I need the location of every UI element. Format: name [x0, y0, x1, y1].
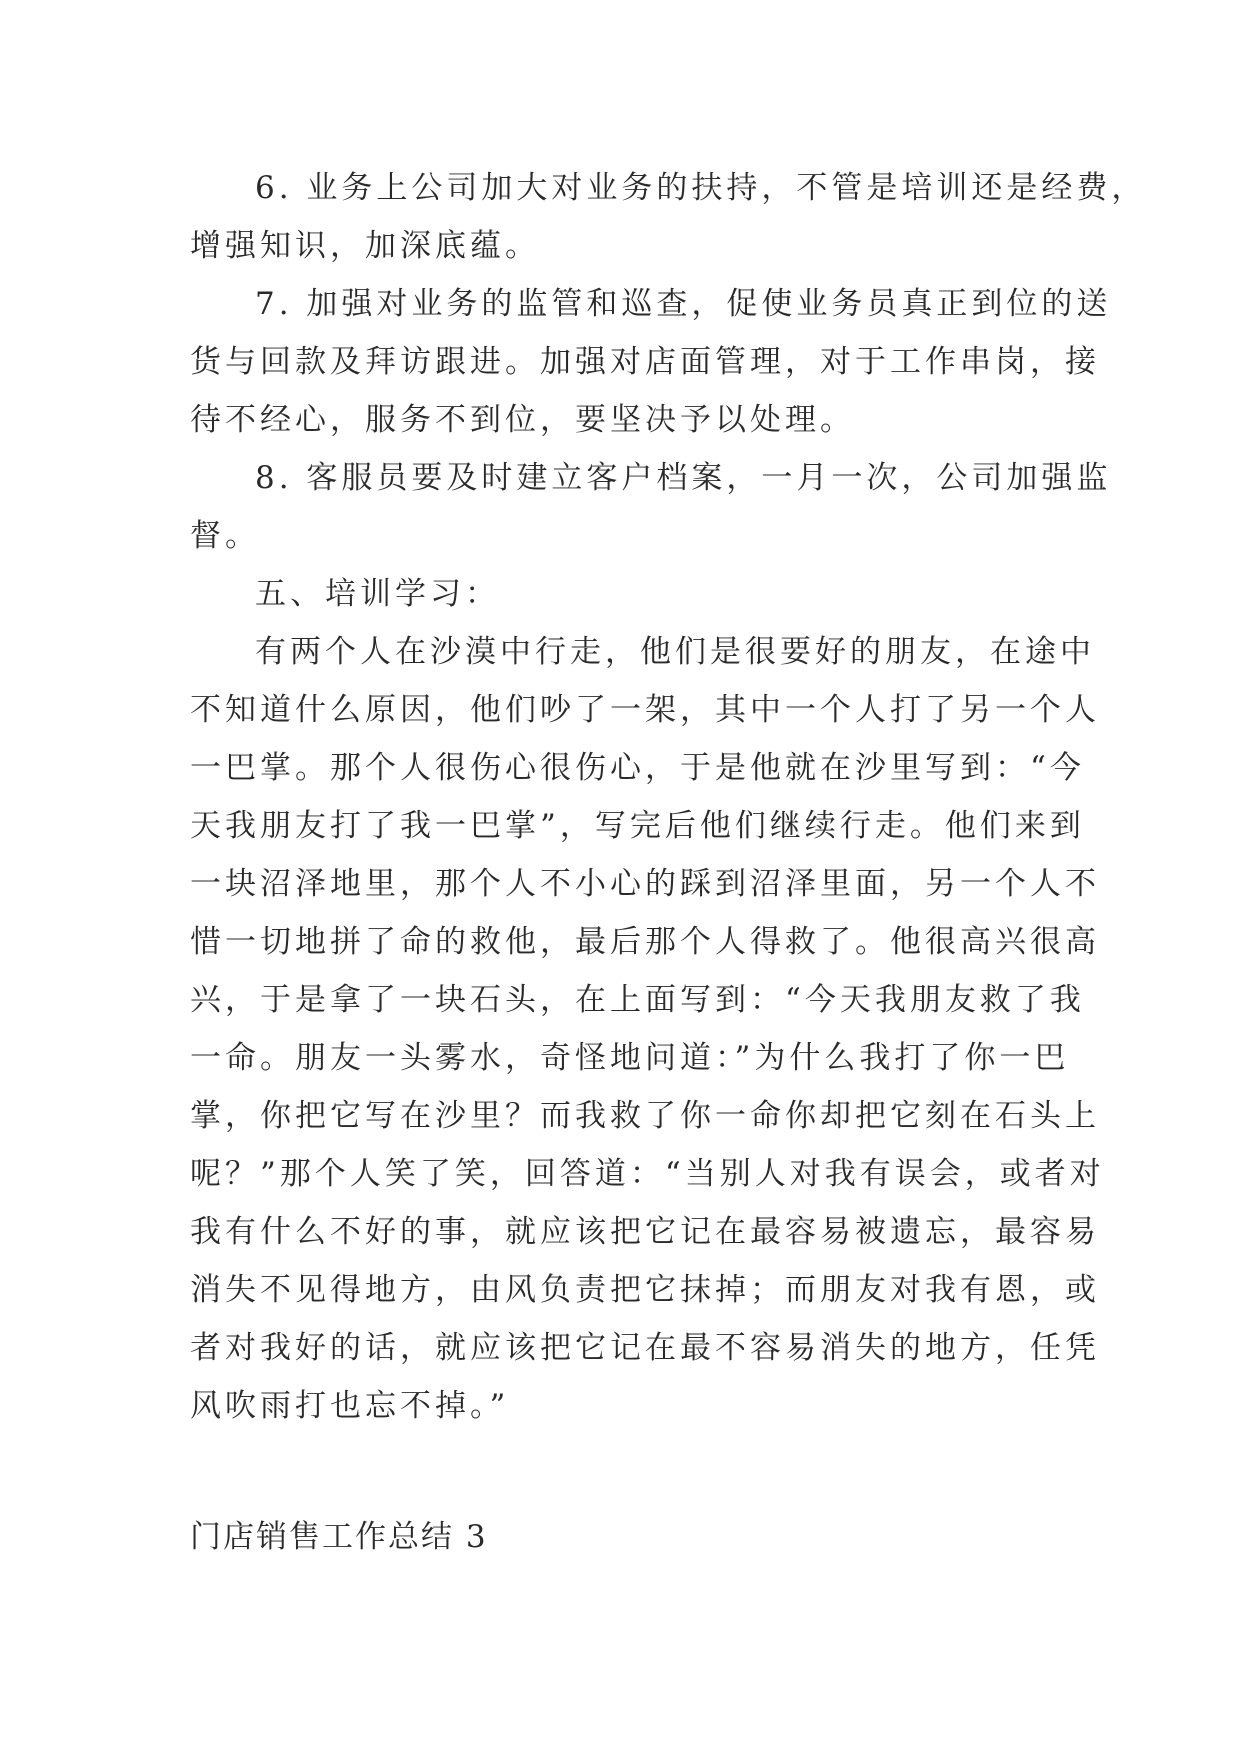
paragraph-line: 增强知识，加深底蕴。: [190, 228, 540, 264]
paragraph-line: 者对我好的话，就应该把它记在最不容易消失的地方，任凭: [190, 1330, 1100, 1366]
paragraph-line: 一巴掌。那个人很伤心很伤心，于是他就在沙里写到：“今: [190, 750, 1085, 786]
paragraph-line: 呢？”那个人笑了笑，回答道：“当别人对我有误会，或者对: [190, 1156, 1105, 1192]
section-title: 门店销售工作总结 3: [190, 1519, 488, 1555]
paragraph-line: 6. 业务上公司加大对业务的扶持，不管是培训还是经费，: [255, 170, 1147, 206]
paragraph-line: 有两个人在沙漠中行走，他们是很要好的朋友，在途中: [255, 634, 1095, 670]
paragraph-line: 掌，你把它写在沙里？而我救了你一命你却把它刻在石头上: [190, 1098, 1100, 1134]
paragraph-line: 不知道什么原因，他们吵了一架，其中一个人打了另一个人: [190, 692, 1100, 728]
paragraph-line: 兴，于是拿了一块石头，在上面写到：“今天我朋友救了我: [190, 982, 1085, 1018]
paragraph-line: 一块沼泽地里，那个人不小心的踩到沼泽里面，另一个人不: [190, 866, 1100, 902]
paragraph-line: 一命。朋友一头雾水，奇怪地问道：”为什么我打了你一巴: [190, 1040, 1070, 1076]
paragraph-line: 待不经心，服务不到位，要坚决予以处理。: [190, 402, 855, 438]
paragraph-line: 消失不见得地方，由风负责把它抹掉；而朋友对我有恩，或: [190, 1272, 1100, 1308]
paragraph-line: 7. 加强对业务的监管和巡查，促使业务员真正到位的送: [255, 286, 1112, 322]
paragraph-line: 督。: [190, 518, 260, 554]
paragraph-line: 我有什么不好的事，就应该把它记在最容易被遗忘，最容易: [190, 1214, 1100, 1250]
paragraph-line: 货与回款及拜访跟进。加强对店面管理，对于工作串岗，接: [190, 344, 1100, 380]
paragraph-line: 8. 客服员要及时建立客户档案，一月一次，公司加强监: [255, 460, 1112, 496]
paragraph-line: 惜一切地拼了命的救他，最后那个人得救了。他很高兴很高: [190, 924, 1100, 960]
paragraph-line: 天我朋友打了我一巴掌”，写完后他们继续行走。他们来到: [190, 808, 1085, 844]
paragraph-line: 风吹雨打也忘不掉。”: [190, 1388, 510, 1424]
section-subheading: 五、培训学习：: [255, 576, 500, 612]
